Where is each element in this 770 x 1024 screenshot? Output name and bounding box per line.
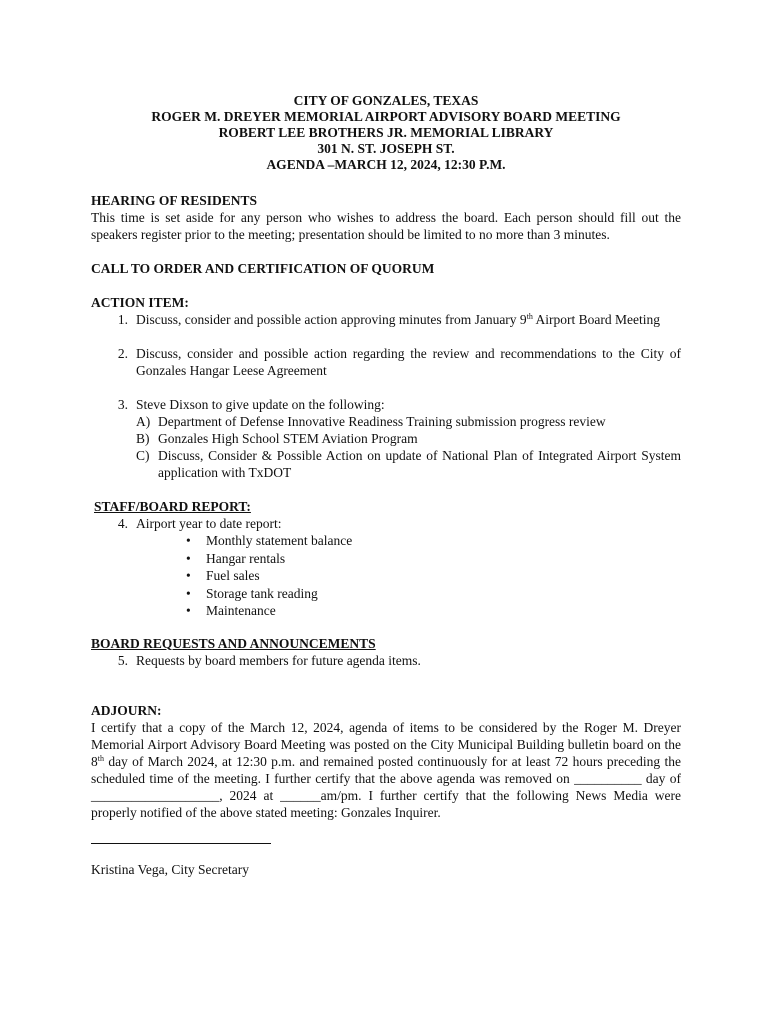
item-number: 1.	[117, 312, 128, 327]
ordinal-suffix: th	[526, 312, 533, 321]
agenda-header	[91, 93, 681, 173]
bullet-icon: •	[186, 533, 191, 548]
list-item	[91, 311, 681, 328]
bullet-icon: •	[186, 603, 191, 618]
bullet-item	[186, 550, 681, 568]
bullet-item	[186, 602, 681, 620]
list-item	[91, 345, 681, 379]
certification-part: I certify that a copy of the March 12, 2024, agenda of items to be considered by the Roger M. Dreyer Memorial Airport Advisory Board Meeting was posted on the City Municipal Building bulletin board on the 8	[91, 719, 681, 769]
sub-label: B)	[136, 431, 150, 446]
sub-item	[136, 447, 681, 481]
call-to-order-title: CALL TO ORDER AND CERTIFICATION OF QUORUM	[91, 261, 435, 276]
board-list	[91, 652, 681, 669]
signature-name: Kristina Vega, City Secretary	[91, 861, 249, 877]
hearing-title: HEARING OF RESIDENTS	[91, 193, 258, 208]
list-item	[91, 396, 681, 481]
item-text: Airport year to date report:	[136, 516, 282, 531]
sub-text: Discuss, Consider & Possible Action on update of National Plan of Integrated Airport System application with TxDOT	[158, 448, 681, 480]
item-body	[136, 396, 681, 481]
item-number: 2.	[117, 346, 128, 361]
item-text-part: Airport Board Meeting	[532, 312, 661, 327]
staff-title: STAFF/BOARD REPORT:	[94, 499, 251, 514]
item-number: 5.	[117, 652, 128, 668]
action-title: ACTION ITEM:	[91, 295, 189, 310]
list-item	[91, 652, 681, 669]
item-text-part: Discuss, consider and possible action approving minutes from January 9	[136, 312, 527, 327]
bullet-icon: •	[186, 568, 191, 583]
certification-part: day of March 2024, at 12:30 p.m. and remained posted continuously for at least 72 hours preceding the scheduled time of the meeting. I further certify that the above agenda was removed on __________ day of ___________________, 2024 at ______am/pm. I further certify that the following News Media were properly notified of the above stated meeting: Gonzales Inquirer.	[91, 753, 681, 820]
hearing-text: This time is set aside for any person who wishes to address the board. Each person should fill out the speakers register prior to the meeting; presentation should be limited to no more than 3 minutes.	[91, 210, 681, 242]
sub-item	[136, 413, 681, 430]
item-text: Steve Dixson to give update on the following:	[136, 397, 385, 412]
adjourn-title: ADJOURN:	[91, 702, 162, 718]
list-item	[91, 515, 681, 532]
bullet-item	[186, 585, 681, 603]
bullet-text: Storage tank reading	[206, 585, 318, 601]
staff-list	[91, 515, 681, 532]
sub-item	[136, 430, 681, 447]
agenda-page	[91, 93, 681, 878]
sub-label: C)	[136, 448, 150, 463]
sub-text: Gonzales High School STEM Aviation Program	[158, 431, 418, 446]
sub-text: Department of Defense Innovative Readiness Training submission progress review	[158, 414, 606, 429]
bullet-icon: •	[186, 550, 191, 566]
sub-list	[136, 413, 681, 481]
bullet-icon: •	[186, 585, 191, 601]
bullet-text: Hangar rentals	[206, 550, 286, 566]
item-text: Requests by board members for future agenda items.	[136, 652, 421, 668]
header-date: AGENDA –MARCH 12, 2024, 12:30 P.M.	[266, 157, 506, 172]
item-text: Discuss, consider and possible action regarding the review and recommendations to the City of Gonzales Hangar Leese Agreement	[136, 346, 681, 378]
sub-label: A)	[136, 414, 151, 429]
bullet-item	[186, 532, 681, 550]
bullet-item	[186, 567, 681, 585]
bullet-text: Fuel sales	[206, 568, 260, 583]
item-text	[136, 311, 681, 328]
board-title: BOARD REQUESTS AND ANNOUNCEMENTS	[91, 635, 376, 651]
ordinal-suffix: th	[97, 753, 104, 763]
header-city: CITY OF GONZALES, TEXAS	[293, 93, 479, 108]
item-number: 4.	[117, 516, 128, 531]
bullet-text: Maintenance	[206, 603, 276, 618]
signature-line	[91, 843, 271, 844]
item-number: 3.	[117, 397, 128, 412]
action-list	[91, 311, 681, 481]
bullet-text: Monthly statement balance	[206, 533, 353, 548]
header-meeting: ROGER M. DREYER MEMORIAL AIRPORT ADVISORY BOARD MEETING	[151, 109, 621, 124]
certification-text	[91, 719, 681, 821]
header-address: 301 N. ST. JOSEPH ST.	[317, 141, 455, 156]
header-location: ROBERT LEE BROTHERS JR. MEMORIAL LIBRARY	[218, 125, 554, 140]
report-bullets	[91, 532, 681, 620]
